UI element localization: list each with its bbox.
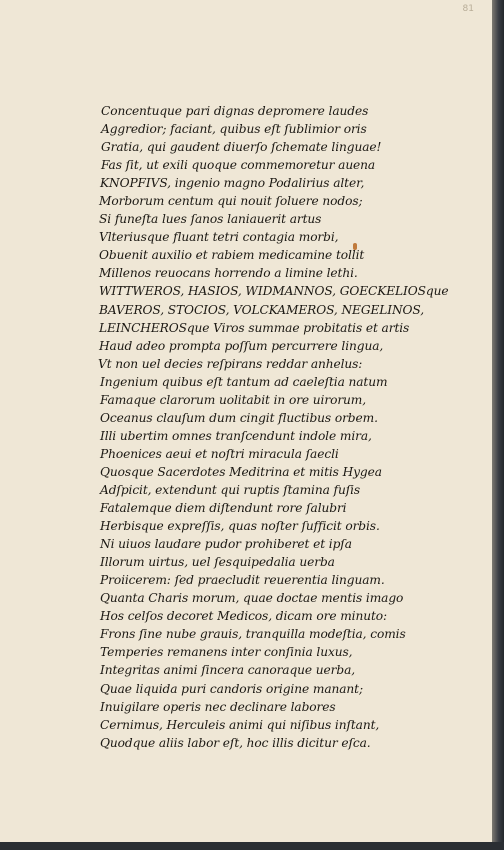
poem-line: Quanta Charis morum, quae doctae mentis imago [100,591,404,606]
poem-line: Si funeſta lues ſanos laniauerit artus [99,212,322,227]
poem-line: Inuigilare operis nec declinare labores [100,699,336,714]
poem-line: Herbisque expreſſis, quas noſter ſufficit orbis. [100,519,380,534]
poem-line: Quodque aliis labor eſt, hoc illis dicitur eſca. [100,735,371,750]
poem-line: Vlteriusque fluant tetri contagia morbi, [99,230,339,245]
poem-line: Quae liquida puri candoris origine manant; [100,681,363,696]
poem-line: Haud adeo prompta poſſum percurrere lingua, [99,338,384,353]
poem-line: Gratia, qui gaudent diuerſo ſchemate linguae! [101,140,382,155]
poem-line: Integritas animi ſincera canoraque uerba, [100,663,356,678]
poem-line: Ni uiuos laudare pudor prohiberet et ipſa [100,537,352,552]
poem-line: Frons ſine nube grauis, tranquilla modeſtia, comis [100,627,406,642]
poem-line: BAVEROS, STOCIOS, VOLCKAMEROS, NEGELINOS, [99,302,425,317]
poem-line: Fatalemque diem diſtendunt rore ſalubri [100,501,347,516]
page-edge-shadow [492,0,504,850]
poem-line: LEINCHEROSque Viros summae probitatis et artis [99,320,410,335]
poem-line: Morborum centum qui nouit ſoluere nodos; [99,194,363,209]
poem-line: Phoenices aeui et noſtri miracula ſaecli [100,446,339,461]
page-bottom-edge [0,842,504,850]
poem-line: Illi ubertim omnes tranſcendunt indole mira, [100,428,372,443]
poem-text [96,102,476,752]
poem-line: Oceanus clauſum dum cingit fluctibus orbem. [100,410,378,425]
folio-number: 81 [462,4,474,14]
poem-line: Aggredior; faciant, quibus eſt ſublimior oris [101,122,367,137]
poem-line: Quosque Sacerdotes Meditrina et mitis Hygea [100,464,382,479]
poem-line: Proiicerem: ſed praecludit reuerentia linguam. [100,573,385,588]
poem-line: Ingenium quibus eſt tantum ad caeleſtia natum [100,374,388,389]
poem-line: Cernimus, Herculeis animi qui niſibus inſtant, [100,717,380,732]
poem-line: KNOPFIVS, ingenio magno Podalirius alter, [100,176,365,191]
poem-line: Millenos reuocans horrendo a limine lethi. [99,266,358,281]
poem-line: Concentuque pari dignas depromere laudes [101,104,369,118]
poem-line: Obuenit auxilio et rabiem medicamine tollit [99,248,365,263]
poem-line: Hos celſos decoret Medicos, dicam ore minuto: [100,609,388,624]
poem-line: Adſpicit, extendunt qui ruptis ſtamina fuſis [100,482,361,497]
poem-line: Illorum uirtus, uel ſesquipedalia uerba [100,555,335,570]
poem-line: Fas ſit, ut exili quoque commemoretur auena [101,158,376,173]
poem-line: Famaque clarorum uolitabit in ore uirorum, [100,392,367,407]
poem-line: WITTWEROS, HASIOS, WIDMANNOS, GOECKELIOSque [99,284,449,299]
poem-line: Vt non uel decies reſpirans reddar anhelus: [98,356,363,371]
poem-line: Temperies remanens inter conſinia luxus, [100,645,353,660]
